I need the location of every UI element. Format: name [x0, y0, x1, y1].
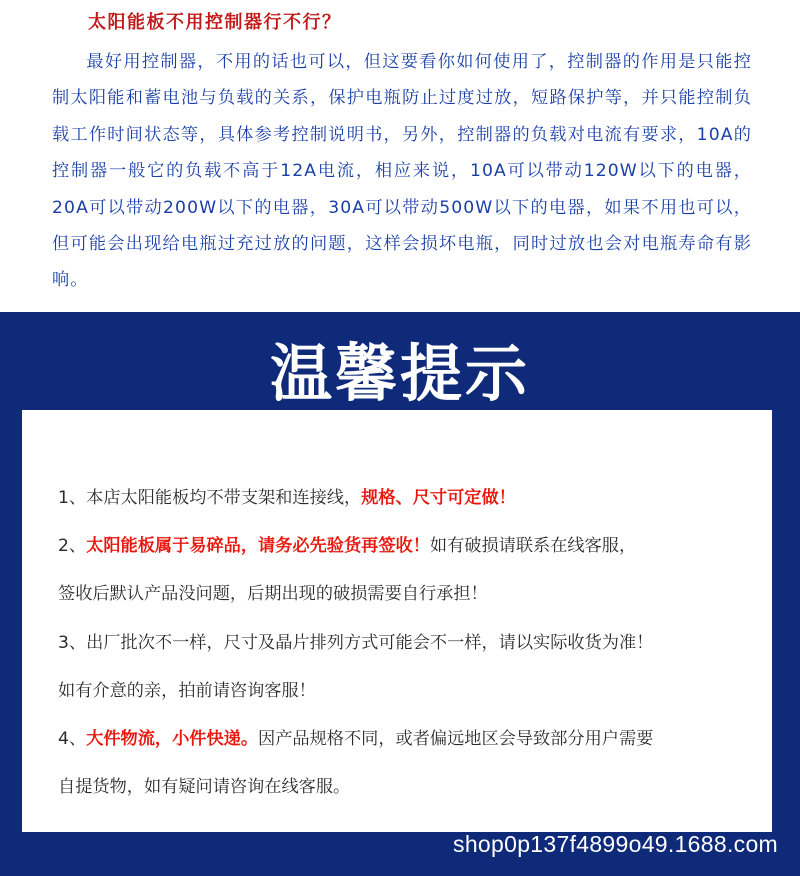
- notice-item-number: 2、: [58, 536, 87, 557]
- faq-answer: 最好用控制器，不用的话也可以，但这要看你如何使用了，控制器的作用是只能控制太阳能和蓄电池与负载的关系，保护电瓶防止过度过放，短路保护等，并只能控制负载工作时间状态等，具体参考控制说明书，另外，控制器的负载对电流有要求，10A的控制器一般它的负载不高于12A电流，相应来说，10A可以带动120W以下的电器，20A可以带动200W以下的电器，30A可以带动500W以下的电器，如果不用也可以，但可能会出现给电瓶过充过放的问题，这样会损坏电瓶，同时过放也会对电瓶寿命有影响。: [52, 52, 752, 291]
- notice-item-highlight: 太阳能板属于易碎品，请务必先验货再签收！: [86, 536, 430, 557]
- notice-item-number: 1、: [58, 488, 87, 508]
- faq-question: 太阳能板不用控制器行不行？: [88, 12, 342, 33]
- notice-item-number: 3、: [58, 632, 87, 653]
- notice-item-2-continuation: 签收后默认产品没问题，后期出现的破损需要自行承担！: [58, 584, 488, 605]
- faq-section: [0, 0, 800, 312]
- notice-item-text: 本店太阳能板均不带支架和连接线，: [86, 488, 362, 508]
- notice-section: [0, 312, 800, 876]
- notice-list: [58, 474, 758, 811]
- notice-card: [22, 410, 772, 832]
- notice-item-highlight: 大件物流，小件快递。: [86, 728, 259, 749]
- notice-item-3: [58, 619, 758, 667]
- notice-title: 温馨提示: [269, 337, 530, 410]
- notice-item-1: [58, 474, 758, 522]
- notice-item-text: 如有破损请联系在线客服，: [429, 536, 637, 557]
- notice-item-text: 出厂批次不一样，尺寸及晶片排列方式可能会不一样，请以实际收货为准！: [86, 632, 654, 653]
- notice-item-4: [58, 715, 758, 763]
- notice-item-number: 4、: [58, 728, 87, 749]
- notice-item-2: [58, 522, 758, 570]
- shop-watermark: shop0p137f4899o49.1688.com: [453, 831, 778, 857]
- notice-item-3-continuation: 如有介意的亲，拍前请咨询客服！: [58, 680, 316, 701]
- notice-item-highlight: 规格、尺寸可定做！: [361, 488, 516, 508]
- notice-item-4-continuation: 自提货物，如有疑问请咨询在线客服。: [58, 777, 351, 798]
- notice-item-text: 因产品规格不同，或者偏远地区会导致部分用户需要: [258, 728, 654, 749]
